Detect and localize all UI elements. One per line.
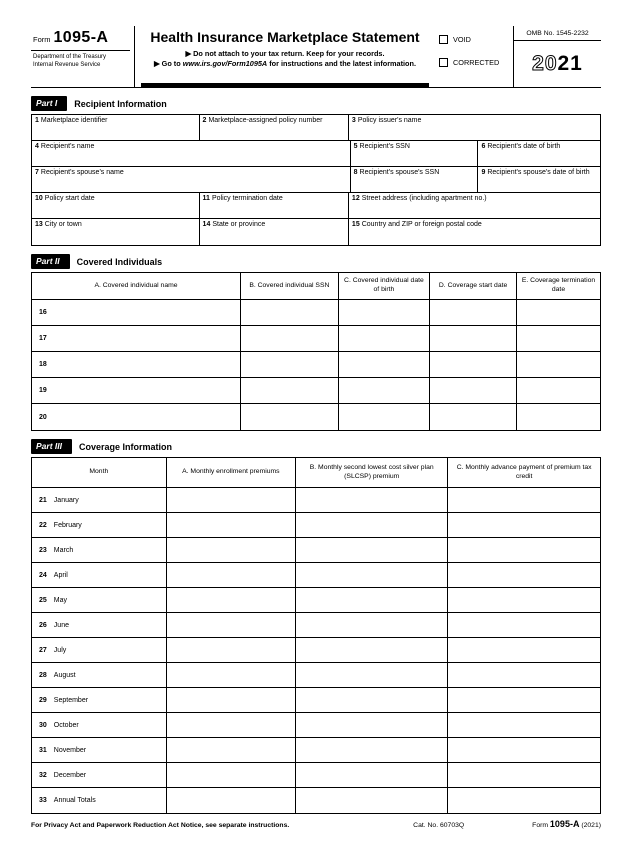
aptc-cell[interactable] bbox=[448, 613, 600, 637]
field-policy-start-date[interactable] bbox=[32, 193, 200, 218]
covered-ssn-cell[interactable] bbox=[241, 352, 339, 377]
part1-table bbox=[31, 114, 601, 246]
month-row bbox=[32, 763, 600, 788]
corrected-row bbox=[439, 58, 511, 67]
field-marketplace-identifier[interactable] bbox=[32, 115, 200, 140]
field-number: 15 bbox=[351, 221, 360, 228]
row-number: 29 bbox=[39, 696, 47, 704]
field-spouse-dob[interactable] bbox=[478, 167, 600, 192]
coverage-start-cell[interactable] bbox=[430, 378, 517, 403]
enrollment-premium-cell[interactable] bbox=[167, 513, 297, 537]
month-row bbox=[32, 563, 600, 588]
aptc-cell[interactable] bbox=[448, 638, 600, 662]
month-cell bbox=[32, 563, 167, 587]
part1-title: Recipient Information bbox=[74, 98, 167, 109]
agency-line1: Department of the Treasury bbox=[33, 54, 107, 60]
header-divider-bar bbox=[141, 83, 429, 87]
covered-name-cell[interactable] bbox=[32, 378, 241, 403]
agency-line2: Internal Revenue Service bbox=[33, 61, 101, 68]
col-enrollment-premiums: A. Monthly enrollment premiums bbox=[167, 458, 297, 487]
field-label: Marketplace-assigned policy number bbox=[208, 117, 323, 124]
field-label: Street address (including apartment no.) bbox=[361, 195, 487, 202]
covered-name-cell[interactable] bbox=[32, 404, 241, 430]
catalog-number: Cat. No. 60703Q bbox=[413, 822, 465, 829]
enrollment-premium-cell[interactable] bbox=[167, 788, 297, 813]
field-number: 8 bbox=[353, 169, 358, 176]
coverage-end-cell[interactable] bbox=[517, 352, 600, 377]
instruction2-prefix: ▶ Go to bbox=[154, 59, 183, 69]
covered-ssn-cell[interactable] bbox=[241, 326, 339, 351]
slcsp-premium-cell[interactable] bbox=[296, 588, 448, 612]
footer-form-word: Form bbox=[532, 822, 549, 829]
enrollment-premium-cell[interactable] bbox=[167, 613, 297, 637]
aptc-cell[interactable] bbox=[448, 738, 600, 762]
tax-year bbox=[514, 41, 601, 87]
field-label: Marketplace identifier bbox=[40, 117, 108, 124]
omb-block bbox=[513, 26, 601, 87]
covered-ssn-cell[interactable] bbox=[241, 378, 339, 403]
field-recipient-dob[interactable] bbox=[478, 141, 600, 166]
month-row bbox=[32, 538, 600, 563]
month-label: January bbox=[53, 496, 79, 504]
field-number: 4 bbox=[35, 143, 39, 150]
part2-column-headers bbox=[32, 273, 600, 300]
covered-name-cell[interactable] bbox=[32, 352, 241, 377]
void-label: VOID bbox=[453, 35, 471, 44]
col-coverage-end: E. Coverage termination date bbox=[521, 277, 596, 293]
form-header bbox=[31, 26, 601, 88]
instruction-line2 bbox=[154, 59, 416, 69]
part1-row bbox=[32, 219, 600, 245]
slcsp-premium-cell[interactable] bbox=[296, 613, 448, 637]
col-slcsp-premium: B. Monthly second lowest cost silver plan (SLCSP) premium bbox=[296, 458, 448, 487]
part1-row bbox=[32, 115, 600, 141]
privacy-notice: For Privacy Act and Paperwork Reduction Act Notice, see separate instructions. bbox=[31, 822, 290, 829]
field-number: 13 bbox=[35, 221, 43, 228]
col-covered-name: A. Covered individual name bbox=[32, 273, 241, 299]
coverage-end-cell[interactable] bbox=[517, 404, 600, 430]
void-row bbox=[439, 35, 511, 44]
month-row bbox=[32, 688, 600, 713]
slcsp-premium-cell[interactable] bbox=[296, 488, 448, 512]
part1-row bbox=[32, 193, 600, 219]
covered-individual-row bbox=[32, 326, 600, 352]
part2-title: Covered Individuals bbox=[76, 256, 163, 267]
field-number: 11 bbox=[202, 195, 210, 202]
field-label: Policy termination date bbox=[211, 195, 283, 202]
month-label: May bbox=[53, 596, 68, 604]
slcsp-premium-cell[interactable] bbox=[296, 738, 448, 762]
covered-dob-cell[interactable] bbox=[339, 326, 430, 351]
slcsp-premium-cell[interactable] bbox=[296, 688, 448, 712]
corrected-label: CORRECTED bbox=[453, 58, 500, 67]
field-label: Policy start date bbox=[44, 195, 95, 202]
month-label: Annual Totals bbox=[53, 797, 96, 804]
month-label: September bbox=[53, 696, 89, 704]
covered-ssn-cell[interactable] bbox=[241, 404, 339, 430]
covered-name-cell[interactable] bbox=[32, 326, 241, 351]
field-spouse-name[interactable] bbox=[32, 167, 351, 192]
covered-individual-row bbox=[32, 404, 600, 430]
part2-badge: Part II bbox=[31, 254, 70, 269]
slcsp-premium-cell[interactable] bbox=[296, 788, 448, 813]
form-word: Form bbox=[33, 35, 51, 44]
month-cell bbox=[32, 638, 167, 662]
tax-year-suffix: 21 bbox=[557, 52, 583, 75]
covered-dob-cell[interactable] bbox=[339, 404, 430, 430]
field-recipient-ssn[interactable] bbox=[351, 141, 479, 166]
month-label: July bbox=[53, 646, 67, 654]
row-number: 26 bbox=[39, 621, 47, 629]
field-number: 10 bbox=[35, 195, 43, 202]
field-number: 5 bbox=[353, 143, 358, 150]
tax-year-prefix: 20 bbox=[532, 52, 558, 75]
form-footer bbox=[31, 819, 601, 829]
field-number: 14 bbox=[202, 221, 211, 228]
field-policy-termination-date[interactable] bbox=[200, 193, 349, 218]
col-covered-dob: C. Covered individual date of birth bbox=[339, 273, 430, 299]
coverage-end-cell[interactable] bbox=[517, 300, 600, 325]
covered-dob-cell[interactable] bbox=[339, 378, 430, 403]
row-number: 21 bbox=[39, 496, 47, 504]
aptc-cell[interactable] bbox=[448, 788, 600, 813]
aptc-cell[interactable] bbox=[448, 538, 600, 562]
field-label: Policy issuer's name bbox=[357, 117, 422, 124]
slcsp-premium-cell[interactable] bbox=[296, 563, 448, 587]
aptc-cell[interactable] bbox=[448, 663, 600, 687]
footer-form-number: 1095-A bbox=[549, 819, 580, 829]
enrollment-premium-cell[interactable] bbox=[167, 488, 297, 512]
row-number: 17 bbox=[39, 335, 47, 342]
col-advance-payment: C. Monthly advance payment of premium tax credit bbox=[456, 463, 592, 480]
part3-table bbox=[31, 457, 601, 814]
row-number: 30 bbox=[39, 721, 47, 729]
coverage-start-cell[interactable] bbox=[430, 352, 517, 377]
field-label: Recipient's spouse's date of birth bbox=[487, 169, 590, 176]
part1-header bbox=[31, 96, 601, 111]
row-number: 31 bbox=[39, 746, 47, 754]
month-cell bbox=[32, 613, 167, 637]
form-number-line bbox=[31, 28, 130, 51]
col-month: Month bbox=[32, 458, 167, 487]
covered-ssn-cell[interactable] bbox=[241, 300, 339, 325]
coverage-end-cell[interactable] bbox=[517, 378, 600, 403]
coverage-start-cell[interactable] bbox=[430, 326, 517, 351]
field-label: Recipient's date of birth bbox=[487, 143, 561, 150]
col-coverage-start: D. Coverage start date bbox=[430, 273, 517, 299]
month-label: December bbox=[53, 771, 87, 779]
field-city[interactable] bbox=[32, 219, 200, 245]
field-number: 6 bbox=[481, 143, 486, 150]
covered-dob-cell[interactable] bbox=[339, 300, 430, 325]
page-title: Health Insurance Marketplace Statement bbox=[150, 29, 420, 45]
part1-row bbox=[32, 167, 600, 193]
row-number: 27 bbox=[39, 646, 47, 654]
part3-header bbox=[31, 439, 601, 454]
covered-name-cell[interactable] bbox=[32, 300, 241, 325]
month-cell bbox=[32, 763, 167, 787]
part3-column-headers bbox=[32, 458, 600, 488]
field-label: Recipient's SSN bbox=[359, 143, 410, 150]
covered-dob-cell[interactable] bbox=[339, 352, 430, 377]
annual-totals-row bbox=[32, 788, 600, 813]
instruction-line1: ▶ Do not attach to your tax return. Keep for your records. bbox=[185, 49, 385, 58]
month-row bbox=[32, 488, 600, 513]
month-label: October bbox=[53, 721, 79, 729]
row-number: 32 bbox=[39, 771, 47, 779]
month-row bbox=[32, 588, 600, 613]
month-label: March bbox=[53, 546, 74, 554]
row-number: 33 bbox=[39, 797, 47, 804]
field-label: Recipient's name bbox=[40, 143, 95, 150]
aptc-cell[interactable] bbox=[448, 488, 600, 512]
field-number: 3 bbox=[351, 117, 356, 124]
month-cell bbox=[32, 538, 167, 562]
row-number: 24 bbox=[39, 571, 47, 579]
row-number: 18 bbox=[39, 361, 47, 368]
month-row bbox=[32, 638, 600, 663]
aptc-cell[interactable] bbox=[448, 763, 600, 787]
field-policy-issuer-name[interactable] bbox=[349, 115, 600, 140]
field-number: 9 bbox=[481, 169, 486, 176]
row-number: 22 bbox=[39, 521, 47, 529]
checkbox-column bbox=[435, 26, 513, 87]
field-number: 2 bbox=[202, 117, 207, 124]
field-number: 12 bbox=[351, 195, 360, 202]
footer-form-id bbox=[532, 819, 601, 829]
corrected-checkbox[interactable] bbox=[439, 58, 448, 67]
part2-table bbox=[31, 272, 601, 431]
row-number: 28 bbox=[39, 671, 47, 679]
coverage-end-cell[interactable] bbox=[517, 326, 600, 351]
field-policy-number[interactable] bbox=[200, 115, 349, 140]
field-street-address[interactable] bbox=[349, 193, 600, 218]
enrollment-premium-cell[interactable] bbox=[167, 688, 297, 712]
field-label: Country and ZIP or foreign postal code bbox=[361, 221, 482, 228]
form-id-block bbox=[31, 26, 135, 87]
covered-individual-row bbox=[32, 378, 600, 404]
month-cell bbox=[32, 788, 167, 813]
part2-header bbox=[31, 254, 601, 269]
slcsp-premium-cell[interactable] bbox=[296, 513, 448, 537]
field-number: 1 bbox=[35, 117, 39, 124]
month-cell bbox=[32, 513, 167, 537]
covered-individual-row bbox=[32, 352, 600, 378]
enrollment-premium-cell[interactable] bbox=[167, 713, 297, 737]
month-cell bbox=[32, 688, 167, 712]
month-label: April bbox=[53, 571, 68, 579]
col-covered-ssn: B. Covered individual SSN bbox=[241, 273, 339, 299]
part1-badge: Part I bbox=[31, 96, 67, 111]
month-row bbox=[32, 513, 600, 538]
row-number: 16 bbox=[39, 309, 47, 316]
omb-number: OMB No. 1545-2232 bbox=[514, 26, 601, 41]
row-number: 23 bbox=[39, 546, 47, 554]
part3-title: Coverage Information bbox=[78, 441, 172, 452]
row-number: 20 bbox=[39, 413, 47, 421]
month-cell bbox=[32, 588, 167, 612]
month-label: August bbox=[53, 671, 76, 679]
month-row bbox=[32, 713, 600, 738]
month-row bbox=[32, 738, 600, 763]
field-label: City or town bbox=[44, 221, 82, 228]
form-title-block bbox=[135, 26, 435, 87]
covered-individual-row bbox=[32, 300, 600, 326]
enrollment-premium-cell[interactable] bbox=[167, 763, 297, 787]
month-label: November bbox=[53, 746, 87, 754]
field-number: 7 bbox=[35, 169, 39, 176]
month-cell bbox=[32, 663, 167, 687]
aptc-cell[interactable] bbox=[448, 588, 600, 612]
field-spouse-ssn[interactable] bbox=[351, 167, 479, 192]
slcsp-premium-cell[interactable] bbox=[296, 538, 448, 562]
row-number: 25 bbox=[39, 596, 47, 604]
irs-url-text: www.irs.gov/Form1095A bbox=[182, 59, 268, 69]
part3-badge: Part III bbox=[31, 439, 72, 454]
month-label: February bbox=[53, 521, 82, 529]
field-state[interactable] bbox=[200, 219, 349, 245]
aptc-cell[interactable] bbox=[448, 513, 600, 537]
field-label: Recipient's spouse's SSN bbox=[359, 169, 440, 176]
field-label: State or province bbox=[212, 221, 266, 228]
footer-form-year: (2021) bbox=[581, 822, 601, 829]
enrollment-premium-cell[interactable] bbox=[167, 563, 297, 587]
coverage-start-cell[interactable] bbox=[430, 404, 517, 430]
row-number: 19 bbox=[39, 387, 47, 394]
instruction2-suffix: for instructions and the latest information. bbox=[267, 59, 416, 69]
enrollment-premium-cell[interactable] bbox=[167, 538, 297, 562]
slcsp-premium-cell[interactable] bbox=[296, 663, 448, 687]
aptc-cell[interactable] bbox=[448, 688, 600, 712]
slcsp-premium-cell[interactable] bbox=[296, 638, 448, 662]
month-cell bbox=[32, 713, 167, 737]
month-row bbox=[32, 663, 600, 688]
coverage-start-cell[interactable] bbox=[430, 300, 517, 325]
field-country-zip[interactable] bbox=[349, 219, 600, 245]
enrollment-premium-cell[interactable] bbox=[167, 638, 297, 662]
field-label: Recipient's spouse's name bbox=[40, 169, 124, 176]
part1-row bbox=[32, 141, 600, 167]
enrollment-premium-cell[interactable] bbox=[167, 588, 297, 612]
month-cell bbox=[32, 738, 167, 762]
month-label: June bbox=[53, 621, 69, 629]
month-cell bbox=[32, 488, 167, 512]
enrollment-premium-cell[interactable] bbox=[167, 663, 297, 687]
month-row bbox=[32, 613, 600, 638]
form-number: 1095-A bbox=[53, 29, 109, 46]
slcsp-premium-cell[interactable] bbox=[296, 713, 448, 737]
aptc-cell[interactable] bbox=[448, 563, 600, 587]
void-checkbox[interactable] bbox=[439, 35, 448, 44]
field-recipient-name[interactable] bbox=[32, 141, 351, 166]
aptc-cell[interactable] bbox=[448, 713, 600, 737]
slcsp-premium-cell[interactable] bbox=[296, 763, 448, 787]
enrollment-premium-cell[interactable] bbox=[167, 738, 297, 762]
